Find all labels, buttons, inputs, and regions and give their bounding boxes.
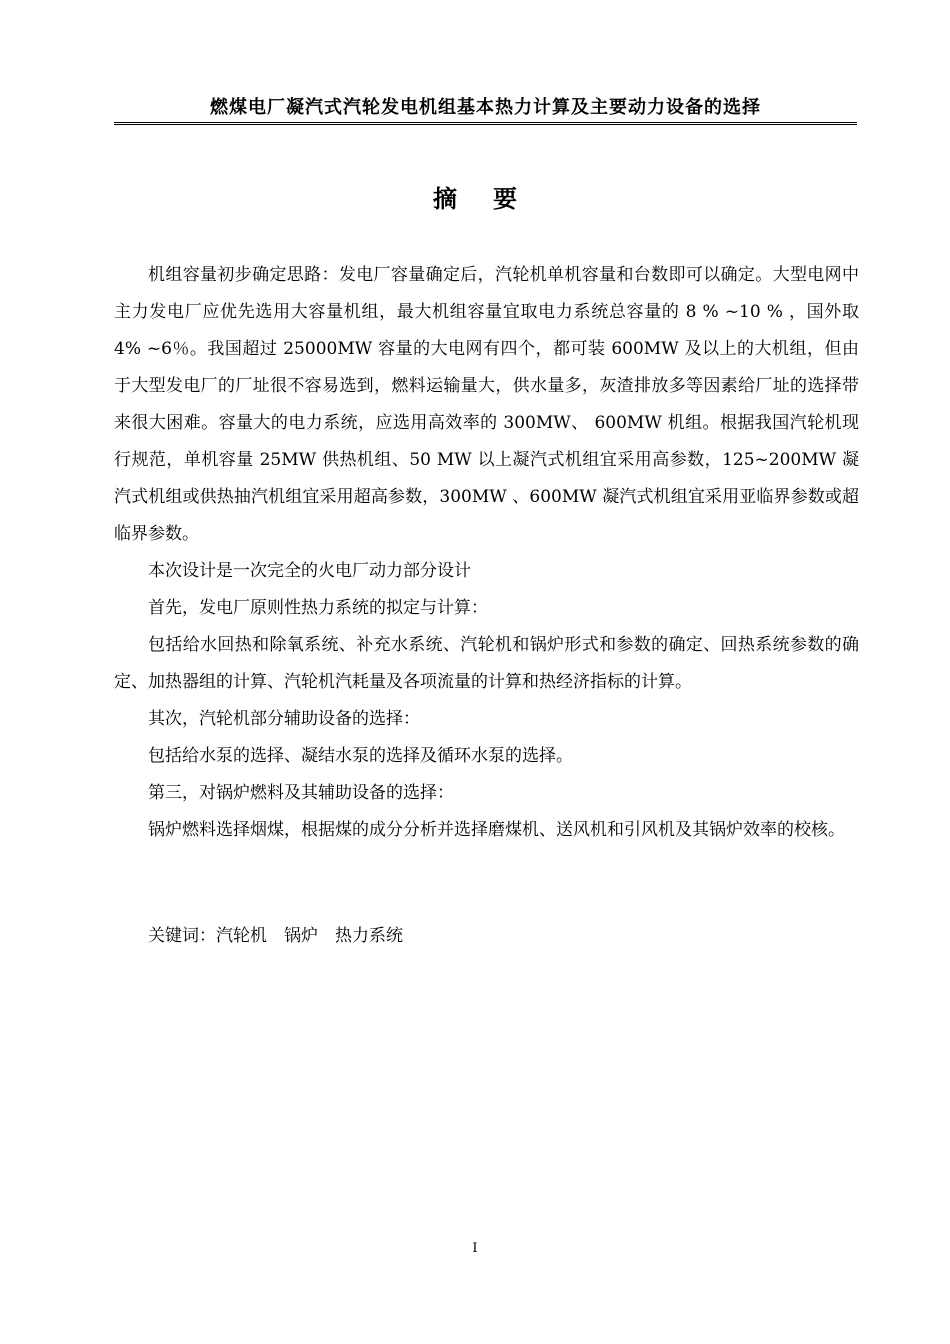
page-number: I	[472, 1241, 478, 1256]
abstract-paragraph-2: 本次设计是一次完全的火电厂动力部分设计	[148, 561, 471, 581]
abstract-heading: 摘要	[433, 185, 553, 213]
abstract-body	[114, 257, 859, 849]
abstract-paragraph-3: 首先，发电厂原则性热力系统的拟定与计算：	[148, 598, 488, 618]
abstract-paragraph-6: 包括给水泵的选择、凝结水泵的选择及循环水泵的选择。	[148, 746, 573, 766]
abstract-paragraph-1: 机组容量初步确定思路：发电厂容量确定后，汽轮机单机容量和台数即可以确定。大型电网中主力发电厂应优先选用大容量机组，最大机组容量宜取电力系统总容量的 8 % ~10 % ，国外取 4% ~6％。我国超过 25000MW 容量的大电网有四个，都可装 600MW 及以上的大机组，但由于大型发电厂的厂址很不容易选到，燃料运输量大，供水量多，灰渣排放多等因素给厂址的选择带来很大困难。容量大的电力系统，应选用高效率的 300MW、 600MW 机组。根据我国汽轮机现行规范，单机容量 25MW 供热机组、50 MW 以上凝汽式机组宜采用高参数，125~200MW 凝汽式机组或供热抽汽机组宜采用超高参数，300MW 、600MW 凝汽式机组宜采用亚临界参数或超临界参数。	[114, 265, 859, 544]
abstract-paragraph-4: 包括给水回热和除氧系统、补充水系统、汽轮机和锅炉形式和参数的确定、回热系统参数的确定、加热器组的计算、汽轮机汽耗量及各项流量的计算和热经济指标的计算。	[114, 635, 859, 692]
abstract-paragraph-7: 第三，对锅炉燃料及其辅助设备的选择：	[148, 783, 454, 803]
keywords-line: 关键词：汽轮机 锅炉 热力系统	[148, 926, 403, 946]
abstract-paragraph-8: 锅炉燃料选择烟煤，根据煤的成分分析并选择磨煤机、送风机和引风机及其锅炉效率的校核。	[148, 820, 845, 840]
abstract-paragraph-5: 其次，汽轮机部分辅助设备的选择：	[148, 709, 420, 729]
running-header: 燃煤电厂凝汽式汽轮发电机组基本热力计算及主要动力设备的选择	[210, 97, 761, 118]
header-double-rule	[114, 122, 857, 125]
